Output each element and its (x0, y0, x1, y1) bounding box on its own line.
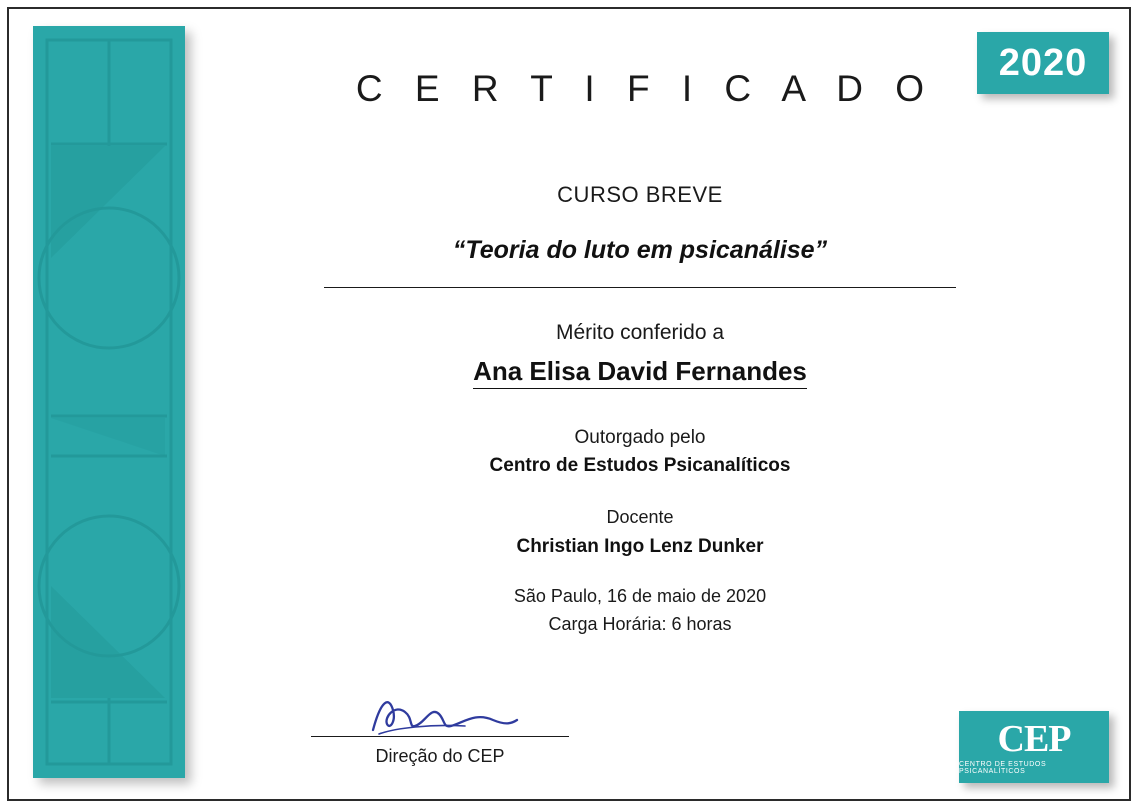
merit-label: Mérito conferido a (555, 321, 725, 344)
signature-icon (230, 690, 650, 736)
certificate-content (200, 26, 1080, 778)
signature-line (311, 736, 569, 737)
teacher-name: Christian Ingo Lenz Dunker (516, 536, 764, 557)
cep-logo-mark: CEP (997, 717, 1071, 760)
signature-caption: Direção do CEP (375, 746, 505, 766)
recipient-name: Ana Elisa David Fernandes (473, 356, 807, 389)
band-pattern-icon (33, 26, 185, 778)
signature-block (230, 690, 650, 767)
page-title: C E R T I F I C A D O (355, 68, 936, 109)
teacher-label: Docente (606, 507, 674, 527)
cep-logo-subtitle: CENTRO DE ESTUDOS PSICANALÍTICOS (959, 760, 1047, 775)
place-and-date: São Paulo, 16 de maio de 2020 (513, 586, 767, 606)
divider-rule (324, 287, 956, 288)
granting-organization: Centro de Estudos Psicanalíticos (489, 455, 791, 476)
granted-label: Outorgado pelo (574, 427, 706, 448)
year-badge: 2020 (977, 32, 1109, 94)
workload: Carga Horária: 6 horas (548, 614, 732, 634)
course-name: “Teoria do luto em psicanálise” (452, 236, 828, 264)
cep-logo (959, 711, 1109, 783)
course-type-label: CURSO BREVE (557, 182, 723, 207)
decorative-side-band (33, 26, 185, 778)
